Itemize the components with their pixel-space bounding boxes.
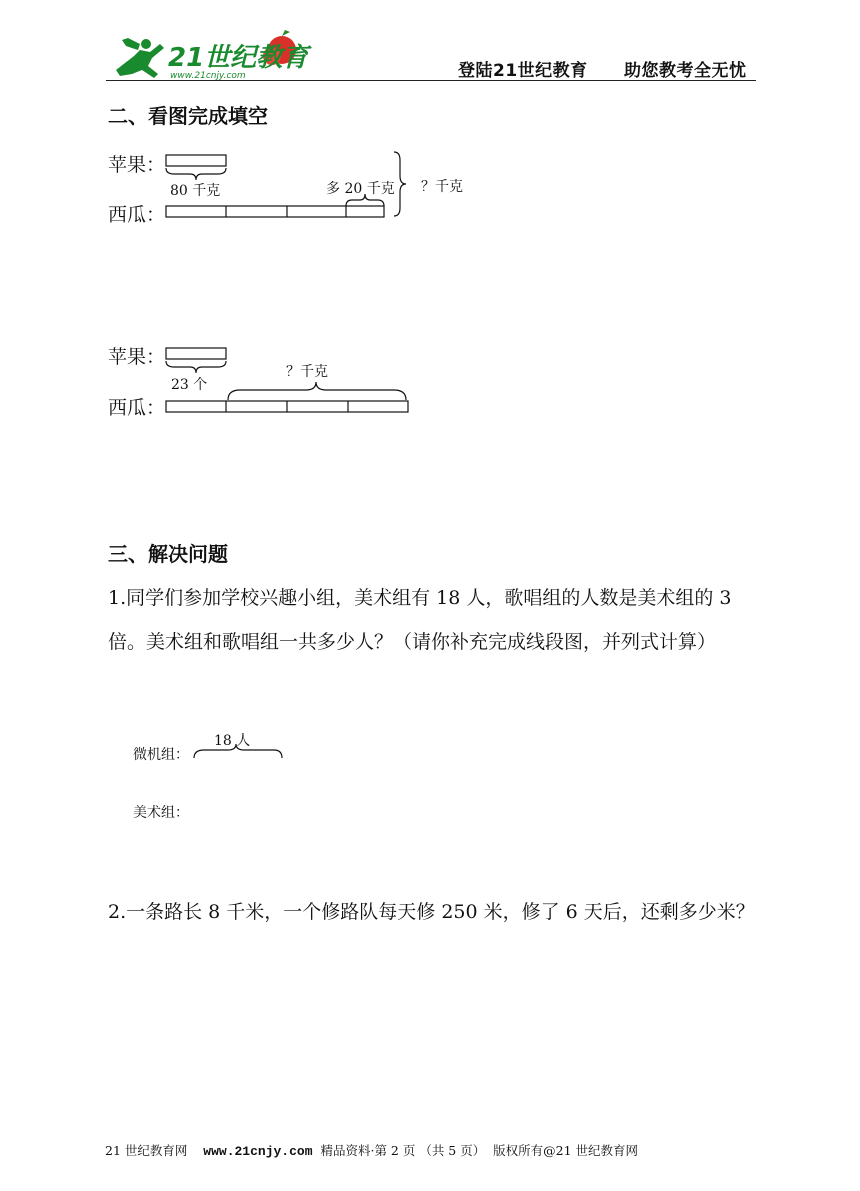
- diagram-2-melon-label: 西瓜：: [108, 397, 166, 419]
- diagram-1-apple-annotation: 80 千克: [170, 183, 221, 199]
- diagram-2-apple-label: 苹果：: [108, 346, 166, 368]
- logo-text: 21世纪教育: [168, 43, 309, 73]
- section-3-title: 三、解决问题: [108, 542, 228, 566]
- logo-url: www.21cnjy.com: [170, 71, 246, 81]
- diagram-2-apple-annotation: 23 个: [171, 377, 208, 393]
- problem-1-text: 1.同学们参加学校兴趣小组，美术组有 18 人，歌唱组的人数是美术组的 3 倍。美术组和歌唱组一共多少人？（请你补充完成线段图，并列式计算）: [108, 587, 732, 653]
- problem-2-text: 2.一条路长 8 千米，一个修路队每天修 250 米，修了 6 天后，还剩多少米？: [108, 901, 755, 923]
- header-slogan-left: 登陆21世纪教育: [458, 61, 588, 81]
- problem-1-row2-label: 美术组：: [133, 805, 189, 821]
- diagram-1-melon-label: 西瓜：: [108, 204, 166, 226]
- diagram-1-extra-annotation: 多 20 千克: [326, 181, 395, 197]
- problem-1-row1-annotation: 18 人: [214, 733, 251, 749]
- header-slogan-right: 助您教考全无忧: [624, 61, 747, 81]
- footer-copyright: 版权所有@21 世纪教育网: [493, 1143, 639, 1158]
- section-2-title: 二、看图完成填空: [108, 104, 268, 128]
- footer-site-url[interactable]: www.21cnjy.com: [203, 1144, 313, 1159]
- diagram-2-rest-annotation: ？千克: [286, 364, 328, 380]
- problem-1-row1-brace: [194, 744, 282, 758]
- page-footer: [105, 1141, 638, 1159]
- footer-site-name: 21 世纪教育网: [105, 1143, 188, 1158]
- diagram-1-apple-label: 苹果：: [108, 154, 166, 176]
- diagram-1-total-annotation: ？千克: [421, 179, 463, 195]
- footer-page-info: 精品资料·第 2 页 （共 5 页）: [320, 1143, 486, 1158]
- problem-1-row1-label: 微机组：: [133, 747, 189, 763]
